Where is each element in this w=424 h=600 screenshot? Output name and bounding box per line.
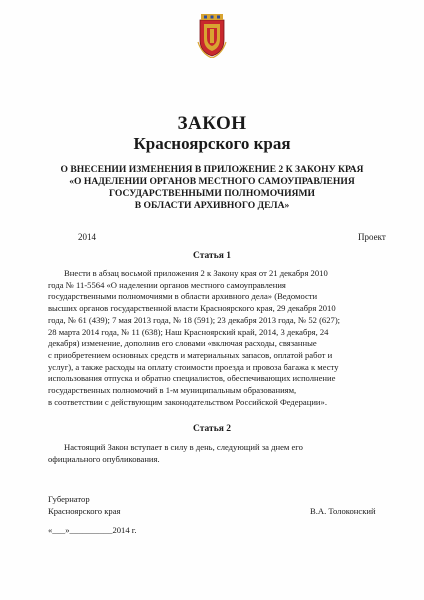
- text-line: использования отпуска и обратно специалистов, обеспечивающих исполнение: [48, 373, 336, 384]
- text-line: Внести в абзац восьмой приложения 2 к Закону края от 21 декабря 2010: [64, 268, 328, 278]
- text-line: в соответствии с действующим законодательством Российской Федерации».: [48, 396, 327, 407]
- heading-line: ГОСУДАРСТВЕННЫМИ ПОЛНОМОЧИЯМИ: [109, 188, 315, 199]
- text-line: государственных полномочий в 1-м муниципальным образованиям,: [48, 385, 297, 396]
- text-line: высших органов государственной власти Красноярского края, 29 декабря 2010: [48, 303, 336, 314]
- article-2-text: [48, 442, 398, 465]
- document-status: Проект: [358, 232, 386, 242]
- document-number: 2014: [78, 232, 96, 242]
- article-2-title: Статья 2: [193, 424, 231, 434]
- text-line: 28 марта 2014 года, № 11 (638); Наш Красноярский край, 2014, 3 декабря, 24: [48, 326, 329, 337]
- article-1-title: Статья 1: [193, 251, 231, 261]
- signature-position-line-1: Губернатор: [48, 494, 90, 504]
- text-line: официального опубликования.: [48, 453, 160, 464]
- document-subtitle: Красноярского края: [133, 134, 291, 153]
- text-line: года, № 61 (439); 7 мая 2013 года, № 18 (591); 23 декабря 2013 года, № 52 (627);: [48, 314, 341, 325]
- document-title: ЗАКОН: [177, 113, 247, 134]
- heading-line: О ВНЕСЕНИИ ИЗМЕНЕНИЯ В ПРИЛОЖЕНИЕ 2 К ЗАКОНУ КРАЯ: [60, 164, 364, 175]
- heading-line: «О НАДЕЛЕНИИ ОРГАНОВ МЕСТНОГО САМОУПРАВЛЕНИЯ: [69, 176, 355, 187]
- signature-name: В.А. Толоконский: [310, 506, 376, 516]
- text-line: года № 11-5564 «О наделении органов местного самоуправления: [48, 279, 286, 290]
- text-line: декабря) изменение, дополнив его словами «включая расходы, связанные: [48, 338, 317, 349]
- signature-date: «___»__________2014 г.: [48, 525, 137, 535]
- article-1-text: [48, 268, 398, 408]
- coat-of-arms-icon: [196, 14, 228, 58]
- text-line: государственными полномочиями в области архивного дела» (Ведомости: [48, 291, 318, 302]
- text-line: с приобретением основных средств и материальных запасов, оплатой работ и: [48, 349, 333, 360]
- heading-line: В ОБЛАСТИ АРХИВНОГО ДЕЛА»: [134, 200, 290, 211]
- law-heading: [40, 164, 384, 212]
- signature-position-line-2: Красноярского края: [48, 506, 121, 516]
- text-line: услуг), а также расходы на оплату стоимости проезда и провоза багажа к месту: [48, 361, 339, 372]
- text-line: Настоящий Закон вступает в силу в день, следующий за днем его: [64, 442, 303, 452]
